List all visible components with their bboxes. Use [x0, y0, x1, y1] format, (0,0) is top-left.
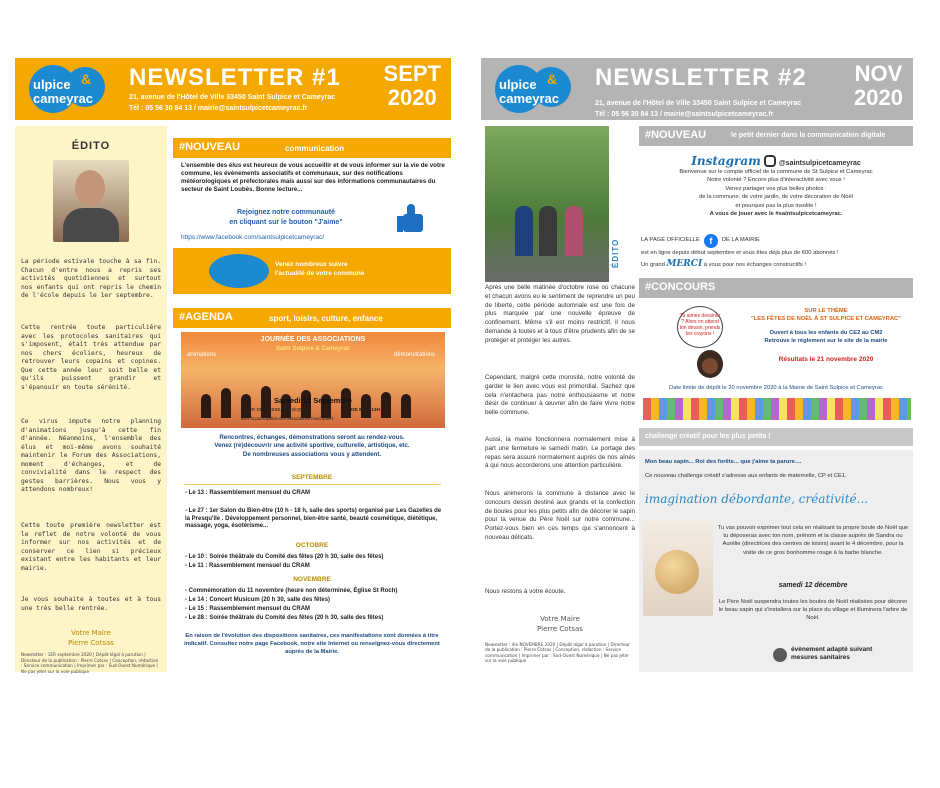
- concours-results: Résultats le 21 novembre 2020: [778, 356, 874, 363]
- agenda-item: - Le 11 : Rassemblement mensuel du CRAM: [185, 563, 310, 569]
- edito-panel: [15, 126, 167, 672]
- ornament-photo: [643, 520, 713, 616]
- month-label: OCTOBRE: [295, 542, 329, 549]
- challenge-slogan: imagination débordante, créativité...: [645, 492, 869, 506]
- edito-paragraph: Cette rentrée toute particulière avec les protocoles sanitaires qui s'imposent, était très attendue par nos chers écoliers, heureux de retrouver leurs copains et copines. Que cette année leur soit belle et qu'ils puissent grandir et s'épanouir en toute sérénité.: [21, 324, 161, 391]
- nouveau-text: L'ensemble des élus est heureux de vous accueillir et de vous informer sur la vie de votre commune, les évènements associatifs et communaux, sur des notifications météorologiques et préfectorales mais aussi sur des informations communautaires du secteur de Saint Loubès. Bonne lecture...: [181, 162, 445, 193]
- newsletter-1-header: [15, 58, 451, 120]
- sanitary-note: évènement adapté suivant mesures sanitaires: [791, 646, 873, 661]
- edito-paragraph: Cette toute première newsletter est le reflet de notre volonté de vous informer sur nos activités et de conserver ce lien si précieux existant entre les habitants et leur mairie.: [21, 522, 161, 572]
- credits: Newsletter : 1ER septembre 2020 | Dépôt légal à parution | Directeur de la publication : Pierre Cotsas | Conception, rédaction : Service communication | Imprimer par : Sud-Ouest Numérique | Ne pas jeter sur la voie publique: [21, 652, 159, 674]
- agenda-item: - Le 10 : Soirée théâtrale du Comité des fêtes (20 h 30, salle des fêtes): [185, 554, 384, 560]
- town-logo: ulpice & cameyrac: [25, 63, 113, 115]
- agenda-footer: En raison de l'évolution des dispositions sanitaires, ces manifestations sont données à titre indicatif. Consultez notre page Facebook, notre site Internet ou renseignez-vous directement auprès de la Mairie.: [184, 633, 440, 655]
- newsletter-2-header: [481, 58, 913, 120]
- town-logo: ulpice & cameyrac: [491, 63, 579, 115]
- issue-date: NOV 2020: [854, 61, 903, 110]
- concours-theme: SUR LE THÈME "LES FÊTES DE NOËL À ST SULPICE ET CAMEYRAC": [750, 308, 901, 322]
- signature: Votre Maire Pierre Cotsas: [68, 629, 114, 647]
- agenda-item: - Le 15 : Rassemblement mensuel du CRAM: [185, 606, 311, 612]
- edito-paragraph: Après une belle matinée d'octobre rose où chacune et chacun avons eu le sentiment de reprendre un peu de liberté, cette période automnale est une fois de plus marquée par une nouvelle épreuve de confinement. Même s'il est moins restrictif, il nous demande à toutes et à tous d'être prudents afin de se protéger et protéger les autres.: [485, 284, 635, 344]
- logo-mini: [209, 254, 269, 288]
- edito-paragraph: Je vous souhaite à toutes et à tous une très belle rentrée.: [21, 596, 161, 612]
- challenge-intro: Ce nouveau challenge créatif s'adresse aux enfants de maternelle, CP et CE1.: [645, 473, 847, 479]
- challenge-text: Le Père Noël suspendra toutes les boules de Noël réalisées pour décorer le beau sapin qui s'installera sur la place du village et illuminera l'arbre de Noël.: [718, 599, 908, 622]
- speech-bubble: Tu aimes dessiner ? Alors on attend ton dessin, prends tes crayons !: [677, 306, 723, 348]
- issue-date: SEPT 2020: [383, 61, 441, 110]
- newsletter-title: NEWSLETTER #1: [129, 64, 341, 91]
- newsletter-title: NEWSLETTER #2: [595, 64, 807, 91]
- facebook-link[interactable]: https://www.facebook.com/saintsulpicetcameyrac/: [181, 234, 325, 241]
- agenda-item: - Le 27 : 1er Salon du Bien-être (10 h - 18 h, salle des sports) organisé par Les Gazelles de la Presqu'île . Développement personnel, bien-être santé, beauté cosmétique, diététique, massage, yoga, ésotérisme...: [185, 508, 442, 530]
- instagram-heading: Instagram @saintsulpicetcameyrac: [691, 154, 861, 168]
- concours-deadline: Date limite de dépôt le 20 novembre 2020 à la Mairie de Saint Sulpice et Cameyrac: [669, 385, 883, 391]
- challenge-song: Mon beau sapin... Roi des forêts... que j'aime ta parure....: [645, 459, 802, 465]
- sanitary-icon: [773, 648, 787, 662]
- instagram-text: Bienvenue sur le compte officiel de la commune de St Sulpice et Cameyrac Notre volonté ? Encore plus d'interactivité avec vous ! Venez partager vos plus belles photos : de la commune, de votre jardin, de votre décoration de Noël et pourquoi pas la plus insolite ! A vous de jouer avec le #saintsulpicetcameyrac.: [679, 169, 873, 218]
- newsletter-2: [481, 58, 913, 672]
- event-photo: [485, 126, 609, 282]
- edito-paragraph: Cependant, malgré cette morosité, notre volonté de garder le lien avec vous est primordial. Sachez que cela n'entachera pas notre enthousiasme et notre désir de continuer à œuvrer afin de faire vivre notre belle commune.: [485, 374, 635, 417]
- pencils-banner: [643, 398, 911, 420]
- facebook-icon: f: [704, 234, 718, 248]
- agenda-item: - Le 14 : Concert Musicum (20 h 30, salle des fêtes): [185, 597, 331, 603]
- edito-title: ÉDITO: [611, 238, 620, 268]
- associations-poster: JOURNÉE DES ASSOCIATIONS Saint Sulpice & Cameyrac animations démonstrations Samedi 12 Septembre COUR DE LA BIBLIOTHÈQUE DE 9H À 13H avec la participation des associations municipales: [181, 332, 445, 428]
- mayor-photo: [53, 160, 129, 242]
- challenge-text: Tu vas pouvoir exprimer tout cela en réalisant ta propre boule de Noël que tu déposeras avec ton nom, prénom et la classe auprès de Sandra ou Aurélie (directrices des centres de loisirs) avant le 4 décembre, pour la visite de ce gros bonhomme rouge à la barbe blanche.: [717, 525, 909, 556]
- edito-paragraph: Nous restons à votre écoute.: [485, 588, 566, 595]
- like-thumb-icon: [397, 204, 425, 234]
- nouveau-header: #NOUVEAU communication: [173, 138, 451, 158]
- month-label: SEPTEMBRE: [291, 474, 333, 481]
- edito-paragraph: Ce virus impute notre planning d'animations jusqu'à cette fin d'année. Néanmoins, l'ensemble des élus et moi-même avons souhaité maintenir le Forum des Associations, moment d'échanges, et de convivialité dans le respect des gestes barrières. Nous vous y attendons nombreux!: [21, 418, 161, 493]
- instagram-icon: [764, 155, 776, 167]
- challenge-header: challenge créatif pour les plus petits !: [639, 428, 913, 446]
- agenda-item: - Commémoration du 11 novembre (heure non déterminée, Église St Roch): [185, 588, 398, 594]
- month-label: NOVEMBRE: [293, 576, 331, 583]
- edito-paragraph: La période estivale touche à sa fin. Chacun d'entre nous a repris ses activités quotidiennes et surtout nos enfants qui ont repris le chemin de l'école depuis le 1er septembre.: [21, 258, 161, 299]
- facebook-text: LA PAGE OFFICIELLE f DE LA MAIRIE est en ligne depuis début septembre et vous êtes déjà plus de 600 abonnés ! Un grand MERCI à vous pour nos échanges constructifs !: [641, 236, 839, 269]
- facebook-banner-text: Venez nombreux suivre l'actualité de votre commune: [275, 261, 365, 277]
- divider: [185, 484, 441, 485]
- newsletter-1: [15, 58, 451, 672]
- concours-header: #CONCOURS: [639, 278, 913, 298]
- edito-paragraph: Aussi, la mairie fonctionnera normalement mise à part une fermeture le samedi matin. Le portage des repas sera assuré normalement auprès de nos aînés à qui nous accorderons une attention particulière.: [485, 436, 635, 470]
- credits: Newsletter : 4ie NOVEMBRE 2020 | Dépôt légal à parution | Directeur de la publication : Pierre Cotsas | Conception, rédaction : Service communication | Imprimer par : Sud-Ouest Numérique | Ne pas jeter sur la voie publique: [485, 642, 630, 664]
- facebook-banner: [173, 248, 451, 294]
- edito-paragraph: Nous animerons la commune à distance avec le concours dessin destiné aux grands et la confection de boules pour les plus petits afin de décorer le sapin pour la venue du Père Noël sur notre commune... Portez-vous bien en ces temps qui s'annoncent à nouveau délicats.: [485, 490, 635, 541]
- signature: Votre Maire Pierre Cotsas: [537, 615, 583, 633]
- edito-title: ÉDITO: [71, 140, 111, 152]
- facebook-cta: Rejoignez notre communauté en cliquant sur le bouton "J'aime": [229, 209, 343, 226]
- child-illustration: [697, 350, 723, 378]
- agenda-intro: Rencontres, échanges, démonstrations seront au rendez-vous. Venez (re)découvrir une activité sportive, culturelle, artistique, etc. De nombreuses associations vous y attendent.: [214, 434, 410, 458]
- nouveau-header: #NOUVEAU le petit dernier dans la communication digitale: [639, 126, 913, 146]
- concours-rules: Ouvert à tous les enfants du CE2 au CM2 Retrouve le règlement sur le site de la mairie: [764, 330, 888, 344]
- agenda-item: - Le 13 : Rassemblement mensuel du CRAM: [185, 490, 311, 496]
- challenge-date: samedi 12 décembre: [778, 582, 848, 589]
- agenda-header: #AGENDA sport, loisirs, culture, enfance: [173, 308, 451, 328]
- header-address: 21, avenue de l'Hôtel de Ville 33450 Saint Sulpice et Cameyrac Tél : 05 56 30 84 13 / mairie@saintsulpicetcameyrac.fr: [595, 100, 802, 118]
- agenda-item: - Le 28 : Soirée théâtrale du Comité des fêtes (20 h 30, salle des fêtes): [185, 615, 384, 621]
- header-address: 21, avenue de l'Hôtel de Ville 33450 Saint Sulpice et Cameyrac Tél : 05 56 30 84 13 / mairie@saintsulpicetcameyrac.fr: [129, 94, 336, 112]
